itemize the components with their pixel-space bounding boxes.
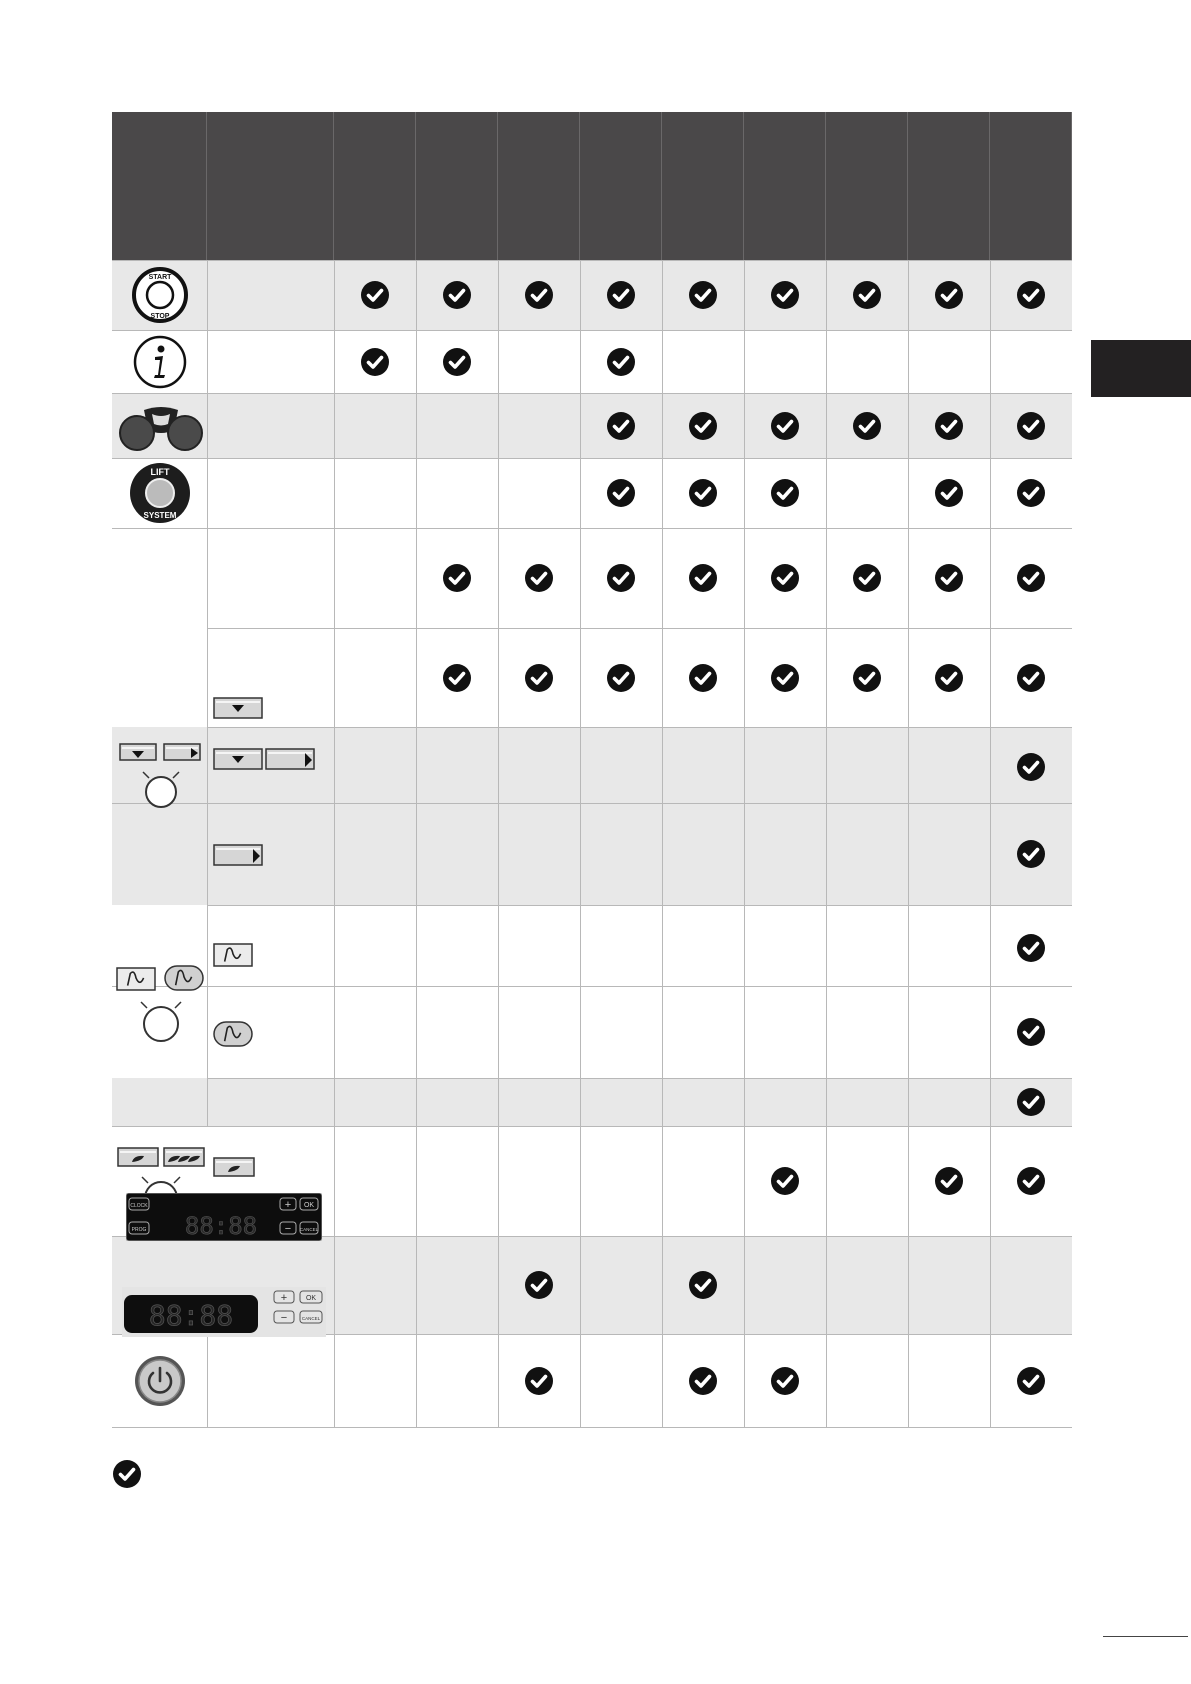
start-stop-button-icon (132, 267, 188, 323)
header-cell-model (498, 112, 580, 260)
row-divider (207, 727, 1072, 728)
cycle-selector-icon (118, 742, 202, 814)
svg-text:88:88: 88:88 (148, 1299, 234, 1332)
brush-wheels-icon (118, 400, 204, 452)
floor-cycle-icon (212, 696, 264, 720)
check-icon (934, 478, 964, 508)
column-divider (744, 260, 745, 1427)
check-icon (770, 563, 800, 593)
check-icon (1016, 663, 1046, 693)
row-divider (207, 628, 1072, 629)
lift-system-button-icon (129, 462, 191, 524)
row-divider (112, 528, 1072, 529)
check-icon (606, 347, 636, 377)
svg-text:CANCEL: CANCEL (299, 1227, 319, 1232)
check-icon (606, 663, 636, 693)
check-icon (1016, 478, 1046, 508)
header-cell-label (112, 112, 207, 260)
check-icon (524, 1270, 554, 1300)
check-icon (606, 563, 636, 593)
check-icon (770, 411, 800, 441)
check-icon (852, 280, 882, 310)
row-divider (112, 458, 1072, 459)
check-icon (1016, 280, 1046, 310)
legend-check-icon (112, 1459, 142, 1489)
svg-text:−: − (284, 1223, 292, 1235)
check-icon (606, 280, 636, 310)
row-divider (112, 803, 1072, 804)
check-icon (852, 411, 882, 441)
clock-programmer-display (126, 1193, 322, 1241)
header-cell-label (207, 112, 334, 260)
feature-comparison-table (112, 112, 1072, 1427)
check-icon (688, 411, 718, 441)
power-button-icon (134, 1355, 186, 1407)
check-icon (442, 347, 472, 377)
row-divider (112, 1427, 1072, 1428)
check-icon (770, 1166, 800, 1196)
check-icon (524, 663, 554, 693)
header-cell-model (662, 112, 744, 260)
header-cell-model (416, 112, 498, 260)
check-icon (524, 563, 554, 593)
table-row-band (112, 1078, 1072, 1126)
check-icon (852, 663, 882, 693)
check-icon (852, 563, 882, 593)
table-row-band (112, 393, 1072, 458)
check-icon (934, 563, 964, 593)
header-cell-model (744, 112, 826, 260)
info-button-icon (133, 335, 187, 389)
header-cell-model (826, 112, 908, 260)
column-divider (990, 260, 991, 1427)
check-icon (1016, 563, 1046, 593)
chapter-tab-marker (1091, 340, 1191, 397)
svg-text:START: START (148, 274, 172, 281)
svg-text:STOP: STOP (150, 313, 170, 320)
check-icon (688, 1270, 718, 1300)
row-divider (207, 1078, 1072, 1079)
check-icon (688, 280, 718, 310)
check-icon (770, 1366, 800, 1396)
check-icon (1016, 1017, 1046, 1047)
check-icon (606, 411, 636, 441)
check-icon (934, 663, 964, 693)
check-icon (1016, 1087, 1046, 1117)
header-cell-model (334, 112, 416, 260)
check-icon (688, 563, 718, 593)
check-icon (934, 411, 964, 441)
check-icon (524, 280, 554, 310)
check-icon (688, 663, 718, 693)
check-icon (934, 1166, 964, 1196)
header-cell-model (908, 112, 990, 260)
return-mode-selector-icon (114, 964, 206, 1044)
page-rule (1103, 1636, 1188, 1637)
check-icon (442, 663, 472, 693)
timer-display (122, 1287, 326, 1337)
row-divider (112, 260, 1072, 261)
header-cell-model (990, 112, 1072, 260)
check-icon (1016, 1366, 1046, 1396)
column-divider (580, 260, 581, 1427)
return-rounded-icon (212, 1020, 254, 1048)
check-icon (360, 280, 390, 310)
check-icon (606, 478, 636, 508)
check-icon (688, 478, 718, 508)
check-icon (934, 280, 964, 310)
row-divider (112, 1126, 1072, 1127)
column-divider (207, 260, 208, 1126)
row-divider (207, 905, 1072, 906)
waterline-cycle-icon (212, 843, 264, 867)
return-square-icon (212, 942, 254, 968)
header-cell-model (580, 112, 662, 260)
check-icon (442, 280, 472, 310)
svg-text:SYSTEM: SYSTEM (143, 511, 177, 520)
svg-text:−: − (280, 1312, 288, 1324)
svg-text:+: + (284, 1199, 292, 1211)
check-icon (1016, 839, 1046, 869)
row-divider (112, 393, 1072, 394)
column-divider (334, 260, 335, 1427)
check-icon (770, 478, 800, 508)
svg-text:CANCEL: CANCEL (301, 1316, 321, 1321)
svg-text:+: + (280, 1292, 288, 1304)
column-divider (908, 260, 909, 1427)
svg-text:OK: OK (303, 1202, 315, 1209)
floor-walls-cycle-icon (212, 747, 316, 771)
svg-text:88:88: 88:88 (184, 1212, 258, 1240)
check-icon (1016, 933, 1046, 963)
check-icon (442, 563, 472, 593)
svg-text:LIFT: LIFT (150, 467, 170, 477)
svg-text:OK: OK (305, 1295, 317, 1302)
row-divider (112, 330, 1072, 331)
column-divider (416, 260, 417, 1427)
check-icon (1016, 1166, 1046, 1196)
check-icon (1016, 752, 1046, 782)
column-divider (498, 260, 499, 1427)
column-divider (207, 1334, 208, 1427)
check-icon (1016, 411, 1046, 441)
svg-text:PROG: PROG (131, 1227, 147, 1233)
table-row-band (112, 260, 1072, 330)
row-divider (112, 986, 1072, 987)
check-icon (770, 280, 800, 310)
check-icon (524, 1366, 554, 1396)
check-icon (360, 347, 390, 377)
column-divider (826, 260, 827, 1427)
check-icon (770, 663, 800, 693)
check-icon (688, 1366, 718, 1396)
svg-text:CLOCK: CLOCK (130, 1203, 148, 1209)
column-divider (662, 260, 663, 1427)
single-leaf-icon (212, 1156, 256, 1178)
